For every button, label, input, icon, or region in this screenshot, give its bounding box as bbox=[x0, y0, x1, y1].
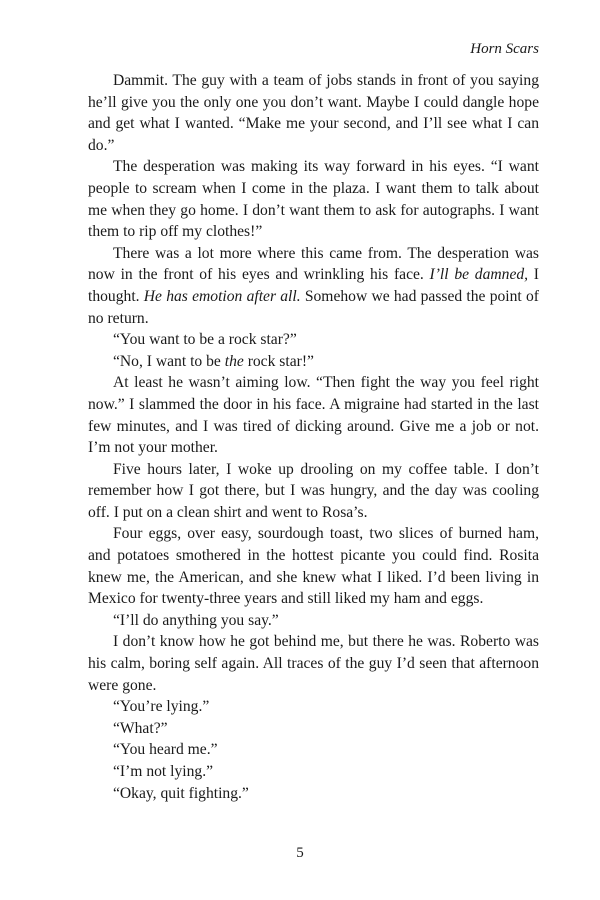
text-run: “I’ll do anything you say.” bbox=[113, 611, 279, 629]
paragraph bbox=[88, 243, 539, 329]
running-head-title: Horn Scars bbox=[470, 41, 539, 57]
paragraph bbox=[88, 70, 539, 156]
text-run: “No, I want to be bbox=[113, 352, 225, 370]
paragraph bbox=[88, 459, 539, 524]
italic-run: I’ll be damned, bbox=[429, 266, 529, 284]
paragraph bbox=[88, 523, 539, 609]
paragraph bbox=[88, 783, 539, 805]
paragraph bbox=[88, 329, 539, 351]
text-run: Dammit. The guy with a team of jobs stands in front of you saying he’ll give you the only one you don’t want. Maybe I could dangle hope and get what I wanted. “Make me your second, and I’ll see what I can do.” bbox=[88, 72, 539, 154]
paragraph bbox=[88, 696, 539, 718]
text-run: “Okay, quit fighting.” bbox=[113, 784, 249, 802]
paragraph bbox=[88, 631, 539, 696]
text-run: At least he wasn’t aiming low. “Then fight the way you feel right now.” I slammed the door in his face. A migraine had started in the last few minutes, and I was tired of dicking around. Give me a job or not. I’m not your mother. bbox=[88, 374, 539, 457]
text-run: “You’re lying.” bbox=[113, 698, 210, 716]
paragraph bbox=[88, 351, 539, 373]
text-run: There was a lot more where this came from. The desperation was now in the front of his eyes and wrinkling his face. bbox=[88, 244, 539, 284]
text-run: “I’m not lying.” bbox=[113, 763, 214, 780]
italic-run: the bbox=[224, 352, 244, 370]
text-run: “What?” bbox=[113, 719, 168, 737]
text-run: Five hours later, I woke up drooling on my coffee table. I don’t remember how I got there, but I was hungry, and the day was cooling off. I put on a clean shirt and went to Rosa’s. bbox=[88, 460, 539, 521]
paragraph bbox=[88, 610, 539, 632]
paragraph bbox=[88, 761, 539, 783]
text-run: “You heard me.” bbox=[113, 741, 218, 759]
paragraph bbox=[88, 739, 539, 761]
italic-run: He has emotion after all. bbox=[143, 287, 301, 305]
text-run: Four eggs, over easy, sourdough toast, two slices of burned ham, and potatoes smothered in the hottest picante you could find. Rosita knew me, the American, and she knew what I liked. I’d been living in Mexico for twenty-three years and still liked my ham and eggs. bbox=[88, 525, 539, 608]
text-run: rock star!” bbox=[243, 352, 314, 370]
text-run: The desperation was making its way forward in his eyes. “I want people to scream when I come in the plaza. I want them to talk about me when they go home. I don’t want them to ask for autographs. I want them to rip off my clothes!” bbox=[88, 158, 539, 241]
paragraph bbox=[88, 156, 539, 242]
body-text bbox=[88, 70, 539, 804]
text-run: I thought. bbox=[88, 266, 539, 305]
page-number: 5 bbox=[296, 845, 304, 861]
paragraph bbox=[88, 718, 539, 740]
text-run: “You want to be a rock star?” bbox=[113, 331, 297, 349]
paragraph bbox=[88, 372, 539, 458]
text-run: I don’t know how he got behind me, but there he was. Roberto was his calm, boring self again. All traces of the guy I’d seen that afternoon were gone. bbox=[88, 633, 539, 694]
text-run: Somehow we had passed the point of no return. bbox=[88, 287, 539, 327]
